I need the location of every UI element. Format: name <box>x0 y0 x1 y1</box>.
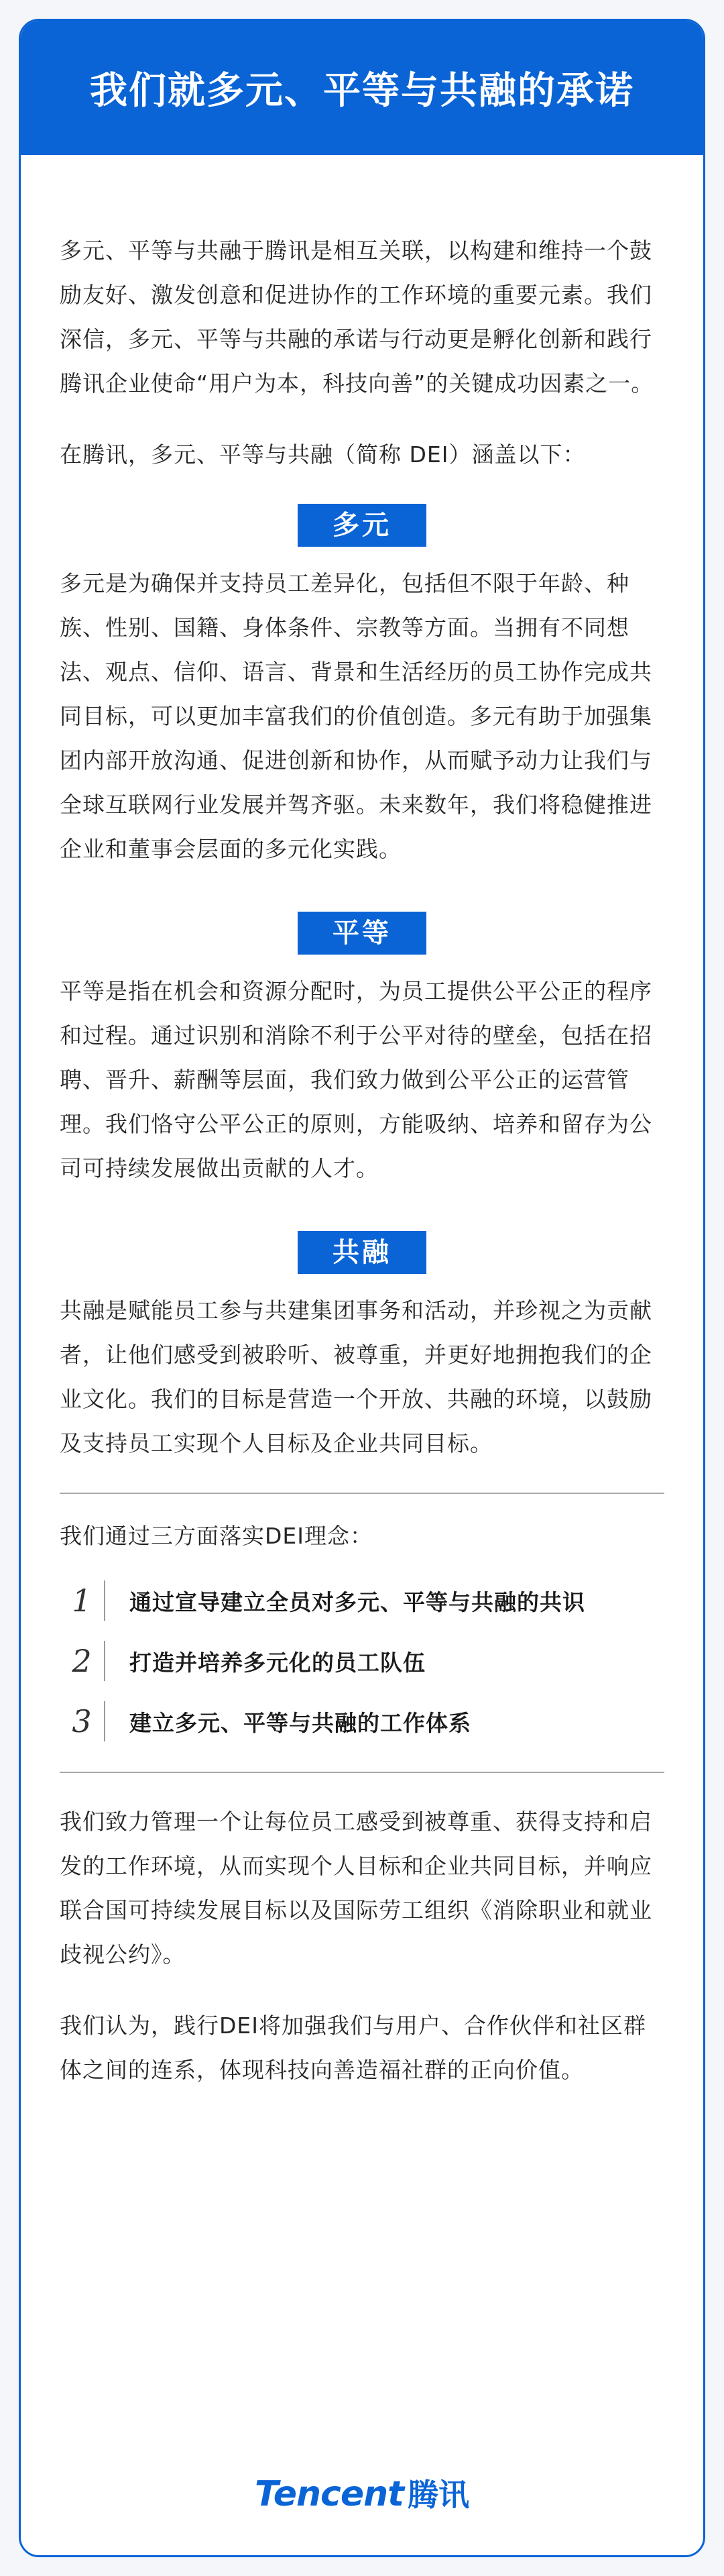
pillar-text: 建立多元、平等与共融的工作体系 <box>129 1709 471 1736</box>
section-diversity-header <box>60 504 664 547</box>
pillar-item <box>60 1631 664 1691</box>
intro-paragraph: 多元、平等与共融于腾讯是相互关联，以构建和维持一个鼓励友好、激发创意和促进协作的工作环境的重要元素。我们深信，多元、平等与共融的承诺与行动更是孵化创新和践行腾讯企业使命“用户为本，科技向善”的关键成功因素之一。 <box>60 237 654 396</box>
section-badge-diversity: 多元 <box>298 504 426 547</box>
commitment-card <box>19 19 705 2557</box>
section-diversity-text: 多元是为确保并支持员工差异化，包括但不限于年龄、种族、性别、国籍、身体条件、宗教等方面。当拥有不同想法、观点、信仰、语言、背景和生活经历的员工协作完成共同目标，可以更加丰富我们的价值创造。多元有助于加强集团内部开放沟通、促进创新和协作，从而赋予动力让我们与全球互联网行业发展并驾齐驱。未来数年，我们将稳健推进企业和董事会层面的多元化实践。 <box>60 570 652 862</box>
pillar-number: 3 <box>60 1701 105 1741</box>
pillar-text: 通过宣导建立全员对多元、平等与共融的共识 <box>129 1589 585 1615</box>
page-title: 我们就多元、平等与共融的承诺 <box>90 69 634 113</box>
title-banner <box>21 21 703 155</box>
divider-bottom <box>60 1772 664 1773</box>
pillars-intro: 我们通过三方面落实DEI理念： <box>60 1523 373 1549</box>
closing-paragraph-2: 我们认为，践行DEI将加强我们与用户、合作伙伴和社区群体之间的连系，体现科技向善造福社群的正向价值。 <box>60 2012 646 2083</box>
pillar-number: 2 <box>60 1641 105 1681</box>
content-body <box>21 155 703 2092</box>
pillar-item <box>60 1691 664 1752</box>
section-inclusion-text: 共融是赋能员工参与共建集团事务和活动，并珍视之为贡献者，让他们感受到被聆听、被尊重，并更好地拥抱我们的企业文化。我们的目标是营造一个开放、共融的环境，以鼓励及支持员工实现个人目标及企业共同目标。 <box>60 1297 652 1456</box>
section-equity-text: 平等是指在机会和资源分配时，为员工提供公平公正的程序和过程。通过识别和消除不利于公平对待的壁垒，包括在招聘、晋升、薪酬等层面，我们致力做到公平公正的运营管理。我们恪守公平公正的原则，方能吸纳、培养和留存为公司可持续发展做出贡献的人才。 <box>60 978 652 1181</box>
section-equity-header <box>60 912 664 955</box>
scope-paragraph: 在腾讯，多元、平等与共融（简称 DEI）涵盖以下： <box>60 441 586 468</box>
pillar-number: 1 <box>60 1580 105 1621</box>
section-badge-equity: 平等 <box>298 912 426 955</box>
tencent-logo <box>21 2471 703 2515</box>
section-badge-inclusion: 共融 <box>298 1231 426 1274</box>
pillar-text: 打造并培养多元化的员工队伍 <box>129 1649 426 1676</box>
divider-top <box>60 1493 664 1494</box>
closing-paragraph-1: 我们致力管理一个让每位员工感受到被尊重、获得支持和启发的工作环境，从而实现个人目标和企业共同目标，并响应联合国可持续发展目标以及国际劳工组织《消除职业和就业歧视公约》。 <box>60 1809 652 1968</box>
logo-wordmark-cn: 腾讯 <box>408 2477 470 2513</box>
pillar-item <box>60 1570 664 1631</box>
logo-wordmark-en: Tencent <box>254 2474 404 2514</box>
section-inclusion-header <box>60 1231 664 1274</box>
